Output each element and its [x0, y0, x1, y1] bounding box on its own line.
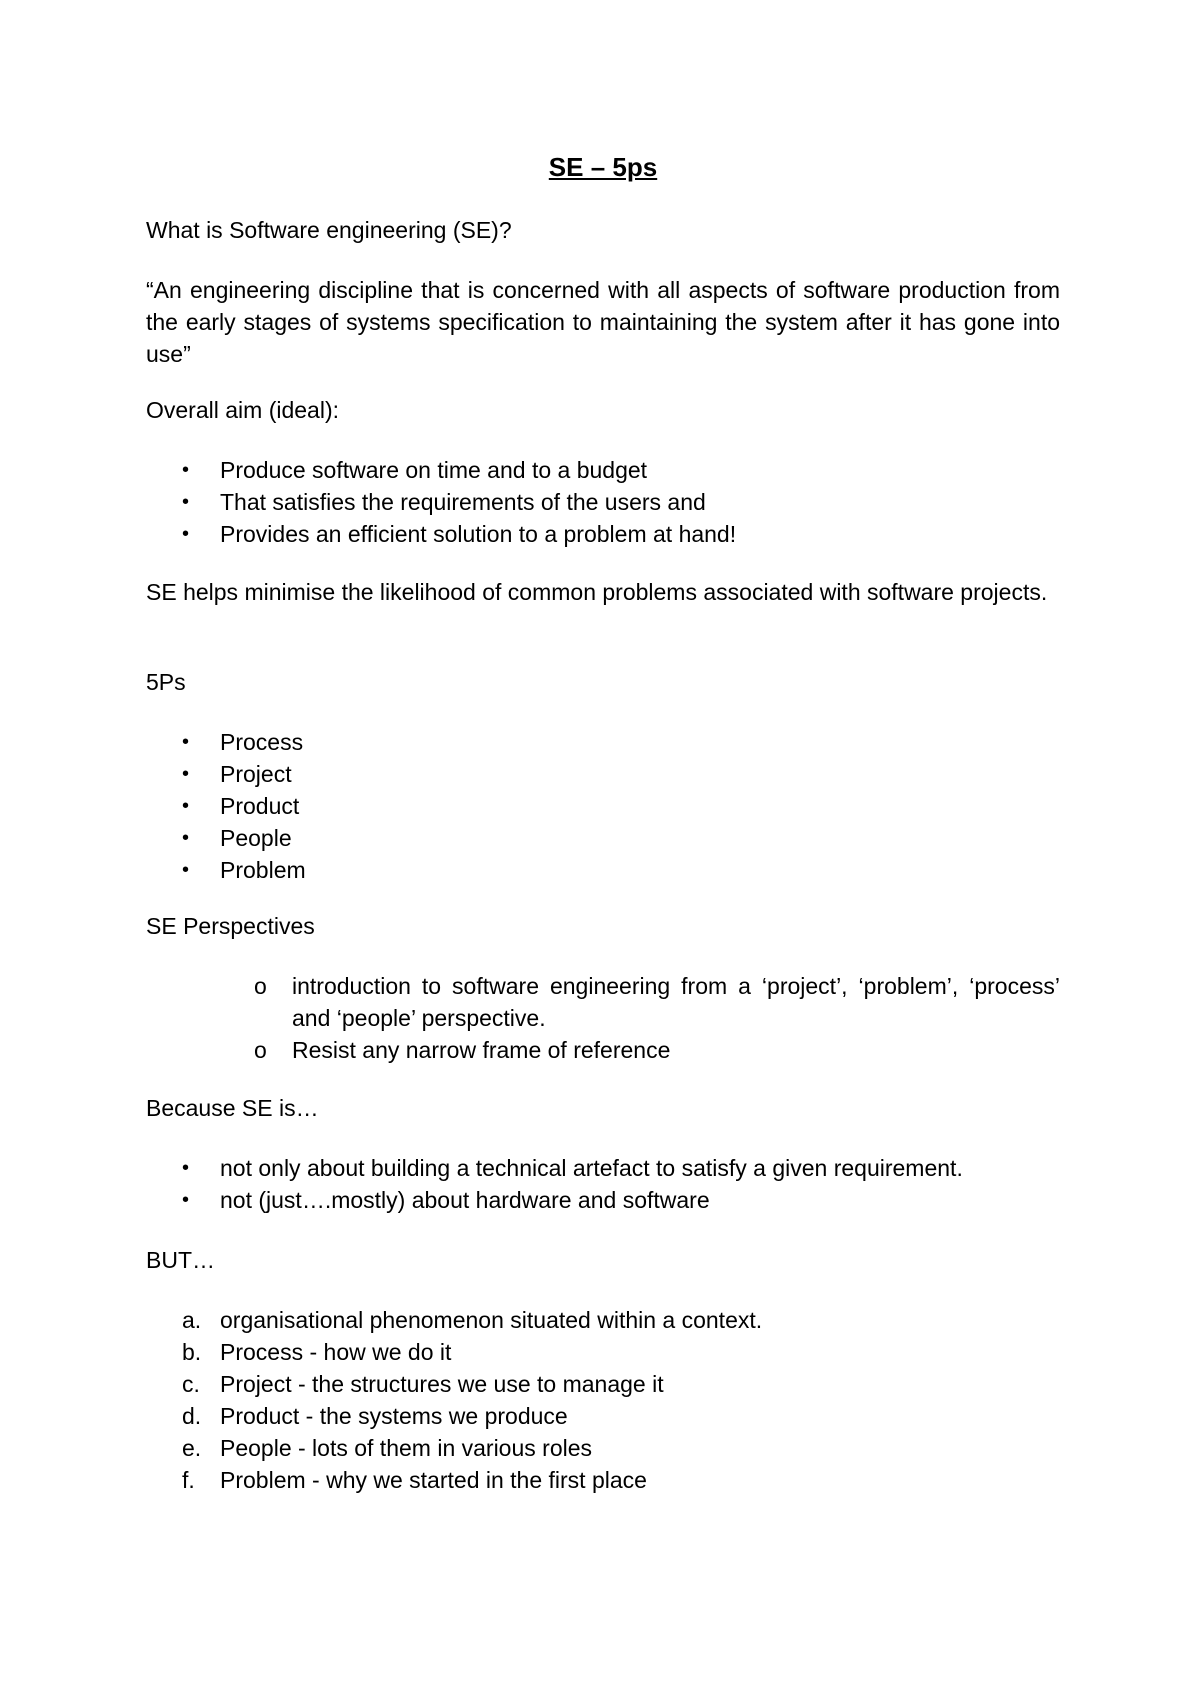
- list-item: f. Problem - why we started in the first place: [146, 1464, 1060, 1496]
- list-letter: b.: [182, 1339, 202, 1365]
- list-item: • That satisfies the requirements of the users and: [146, 486, 1060, 518]
- bullet-icon: •: [182, 795, 190, 817]
- list-item: c. Project - the structures we use to manage it: [146, 1368, 1060, 1400]
- perspectives-heading: SE Perspectives: [146, 913, 315, 939]
- because-heading: Because SE is…: [146, 1095, 319, 1121]
- fiveps-list: [146, 726, 1060, 886]
- list-item: • Process: [146, 726, 1060, 758]
- document-title: SE – 5ps: [548, 152, 658, 182]
- list-letter: a.: [182, 1307, 202, 1333]
- bullet-icon: •: [182, 523, 190, 545]
- bullet-icon: •: [182, 827, 190, 849]
- bullet-icon: •: [182, 491, 190, 513]
- list-item: • not (just….mostly) about hardware and software: [146, 1184, 1060, 1216]
- bullet-icon: •: [182, 859, 190, 881]
- helps-text: SE helps minimise the likelihood of common problems associated with software projects.: [146, 579, 1048, 605]
- fiveps-heading: 5Ps: [146, 669, 186, 695]
- list-item: o introduction to software engineering from a ‘project’, ‘problem’, ‘process’ and ‘people’ perspective.: [254, 970, 1060, 1034]
- list-letter: e.: [182, 1435, 202, 1461]
- bullet-icon: •: [182, 459, 190, 481]
- circle-bullet-icon: o: [254, 973, 267, 999]
- list-item: • People: [146, 822, 1060, 854]
- list-item: • not only about building a technical artefact to satisfy a given requirement.: [146, 1152, 1060, 1184]
- list-item: a. organisational phenomenon situated within a context.: [146, 1304, 1060, 1336]
- aim-heading: Overall aim (ideal):: [146, 397, 339, 423]
- bullet-icon: •: [182, 1157, 190, 1179]
- list-letter: c.: [182, 1371, 200, 1397]
- list-item: o Resist any narrow frame of reference: [254, 1034, 1060, 1066]
- bullet-icon: •: [182, 763, 190, 785]
- list-item: • Provides an efficient solution to a problem at hand!: [146, 518, 1060, 550]
- aim-list: [146, 454, 1060, 550]
- bullet-icon: •: [182, 731, 190, 753]
- list-item: e. People - lots of them in various roles: [146, 1432, 1060, 1464]
- list-item: b. Process - how we do it: [146, 1336, 1060, 1368]
- list-item: • Project: [146, 758, 1060, 790]
- list-letter: f.: [182, 1467, 195, 1493]
- list-item: d. Product - the systems we produce: [146, 1400, 1060, 1432]
- list-item: • Produce software on time and to a budget: [146, 454, 1060, 486]
- but-heading: BUT…: [146, 1247, 215, 1273]
- bullet-icon: •: [182, 1189, 190, 1211]
- list-item: • Product: [146, 790, 1060, 822]
- list-letter: d.: [182, 1403, 202, 1429]
- list-item: • Problem: [146, 854, 1060, 886]
- but-list: [146, 1304, 1060, 1496]
- definition-quote: “An engineering discipline that is concerned with all aspects of software production from the early stages of systems specification to maintaining the system after it has gone into use”: [146, 277, 1060, 367]
- perspectives-list: [254, 970, 1060, 1066]
- circle-bullet-icon: o: [254, 1037, 267, 1063]
- because-list: [146, 1152, 1060, 1216]
- question-text: What is Software engineering (SE)?: [146, 217, 512, 243]
